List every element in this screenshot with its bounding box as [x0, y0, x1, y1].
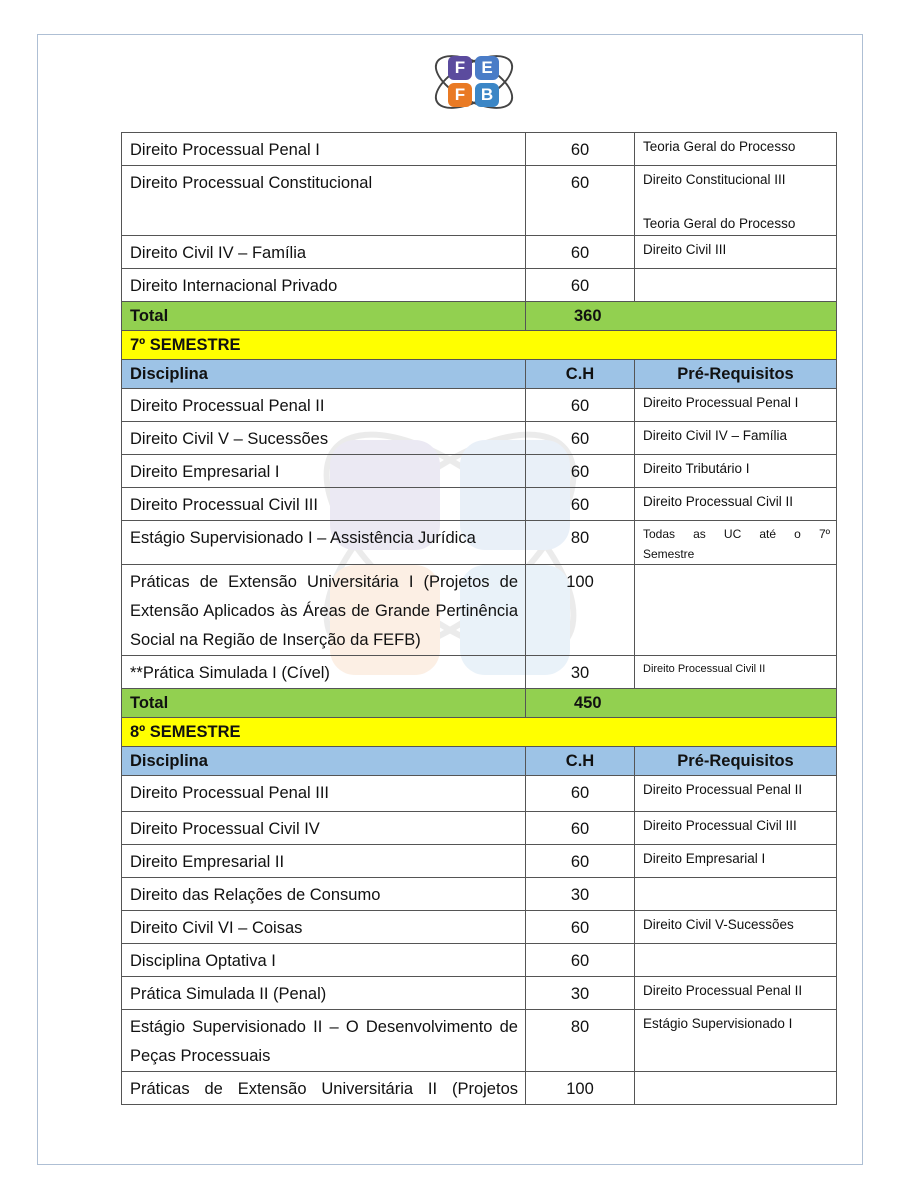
- workload: 60: [526, 455, 635, 488]
- table-row: [122, 911, 837, 944]
- prerequisite: [635, 878, 837, 911]
- prerequisite: Direito Processual Civil II: [635, 488, 837, 521]
- prerequisite-cell: [635, 521, 837, 565]
- prerequisite: Direito Processual Civil II: [635, 656, 837, 689]
- table-row: [122, 977, 837, 1010]
- total-value: 450: [526, 689, 837, 718]
- workload: 60: [526, 812, 635, 845]
- prerequisite: Teoria Geral do Processo: [643, 216, 796, 231]
- header-ch: C.H: [526, 360, 635, 389]
- discipline-name: Direito Civil V – Sucessões: [122, 422, 526, 455]
- workload: 80: [526, 521, 635, 565]
- table-row: [122, 236, 837, 269]
- prerequisite: Direito Processual Civil III: [635, 812, 837, 845]
- logo-letter-b: B: [475, 83, 499, 107]
- total-value: 360: [526, 302, 837, 331]
- workload: 30: [526, 977, 635, 1010]
- discipline-name: Disciplina Optativa I: [122, 944, 526, 977]
- prerequisite: Direito Processual Penal I: [635, 389, 837, 422]
- workload: 60: [526, 845, 635, 878]
- workload: 60: [526, 166, 635, 236]
- header-prerequisitos: Pré-Requisitos: [635, 360, 837, 389]
- workload: 100: [526, 1072, 635, 1105]
- workload: 60: [526, 944, 635, 977]
- workload: 60: [526, 269, 635, 302]
- prerequisite: Direito Civil V-Sucessões: [635, 911, 837, 944]
- workload: 60: [526, 133, 635, 166]
- discipline-name: Direito Civil IV – Família: [122, 236, 526, 269]
- prerequisite: Estágio Supervisionado I: [635, 1010, 837, 1072]
- semester-header-8: [122, 718, 837, 747]
- workload: 60: [526, 911, 635, 944]
- table-row: [122, 1072, 837, 1105]
- discipline-name: Práticas de Extensão Universitária II (Projetos: [122, 1072, 526, 1105]
- curriculum-table: [121, 132, 837, 1105]
- discipline-name: Direito das Relações de Consumo: [122, 878, 526, 911]
- table-row: [122, 166, 837, 236]
- discipline-name: **Prática Simulada I (Cível): [122, 656, 526, 689]
- discipline-name: Direito Empresarial I: [122, 455, 526, 488]
- workload: 80: [526, 1010, 635, 1072]
- discipline-name: Estágio Supervisionado II – O Desenvolvimento de Peças Processuais: [122, 1010, 526, 1072]
- table-row: [122, 565, 837, 656]
- header-ch: C.H: [526, 747, 635, 776]
- semester-header-7: [122, 331, 837, 360]
- table-row: [122, 776, 837, 812]
- table-row: [122, 422, 837, 455]
- logo-orbit-icon: [427, 44, 522, 120]
- table-row: [122, 878, 837, 911]
- total-label: Total: [122, 302, 526, 331]
- workload: 100: [526, 565, 635, 656]
- total-row: [122, 689, 837, 718]
- prerequisite: [635, 1072, 837, 1105]
- discipline-name: Direito Processual Penal I: [122, 133, 526, 166]
- table-row: [122, 133, 837, 166]
- discipline-name: Direito Processual Penal II: [122, 389, 526, 422]
- semester-title: 8º SEMESTRE: [122, 718, 837, 747]
- logo-letter-e: E: [475, 56, 499, 80]
- table-row: [122, 455, 837, 488]
- discipline-name: Estágio Supervisionado I – Assistência Jurídica: [122, 521, 526, 565]
- workload: 60: [526, 488, 635, 521]
- fefb-logo: [429, 46, 519, 116]
- prerequisite: [635, 269, 837, 302]
- table-row: [122, 845, 837, 878]
- header-disciplina: Disciplina: [122, 747, 526, 776]
- table-row: [122, 656, 837, 689]
- prerequisite: Semestre: [643, 547, 695, 561]
- table-row: [122, 521, 837, 565]
- discipline-name: Direito Processual Civil IV: [122, 812, 526, 845]
- prerequisite-cell: [635, 166, 837, 236]
- table-row: [122, 488, 837, 521]
- column-header-row: [122, 360, 837, 389]
- workload: 60: [526, 236, 635, 269]
- header-prerequisitos: Pré-Requisitos: [635, 747, 837, 776]
- table-row: [122, 1010, 837, 1072]
- logo-letter-f2: F: [448, 83, 472, 107]
- prerequisite: Direito Civil III: [635, 236, 837, 269]
- workload: 60: [526, 422, 635, 455]
- table-row: [122, 944, 837, 977]
- total-row: [122, 302, 837, 331]
- prerequisite: Direito Processual Penal II: [635, 977, 837, 1010]
- discipline-name: Direito Processual Civil III: [122, 488, 526, 521]
- workload: 60: [526, 776, 635, 812]
- discipline-name: Direito Processual Constitucional: [122, 166, 526, 236]
- prerequisite: Direito Tributário I: [635, 455, 837, 488]
- discipline-name: Direito Internacional Privado: [122, 269, 526, 302]
- prerequisite: Todas as UC até o 7º: [643, 527, 830, 541]
- prerequisite: Direito Processual Penal II: [635, 776, 837, 812]
- workload: 30: [526, 878, 635, 911]
- prerequisite: Direito Empresarial I: [635, 845, 837, 878]
- table-row: [122, 389, 837, 422]
- prerequisite: Direito Civil IV – Família: [635, 422, 837, 455]
- discipline-name: Prática Simulada II (Penal): [122, 977, 526, 1010]
- prerequisite: Teoria Geral do Processo: [635, 133, 837, 166]
- header-disciplina: Disciplina: [122, 360, 526, 389]
- total-label: Total: [122, 689, 526, 718]
- semester-title: 7º SEMESTRE: [122, 331, 837, 360]
- discipline-name: Práticas de Extensão Universitária I (Projetos de Extensão Aplicados às Áreas de Grande Pertinência Social na Região de Inserção da FEFB): [122, 565, 526, 656]
- table-row: [122, 269, 837, 302]
- logo-letter-f1: F: [448, 56, 472, 80]
- discipline-name: Direito Civil VI – Coisas: [122, 911, 526, 944]
- discipline-name: Direito Empresarial II: [122, 845, 526, 878]
- table-row: [122, 812, 837, 845]
- prerequisite: [635, 944, 837, 977]
- column-header-row: [122, 747, 837, 776]
- discipline-name: Direito Processual Penal III: [122, 776, 526, 812]
- prerequisite: [635, 565, 837, 656]
- prerequisite: Direito Constitucional III: [643, 172, 786, 187]
- workload: 60: [526, 389, 635, 422]
- workload: 30: [526, 656, 635, 689]
